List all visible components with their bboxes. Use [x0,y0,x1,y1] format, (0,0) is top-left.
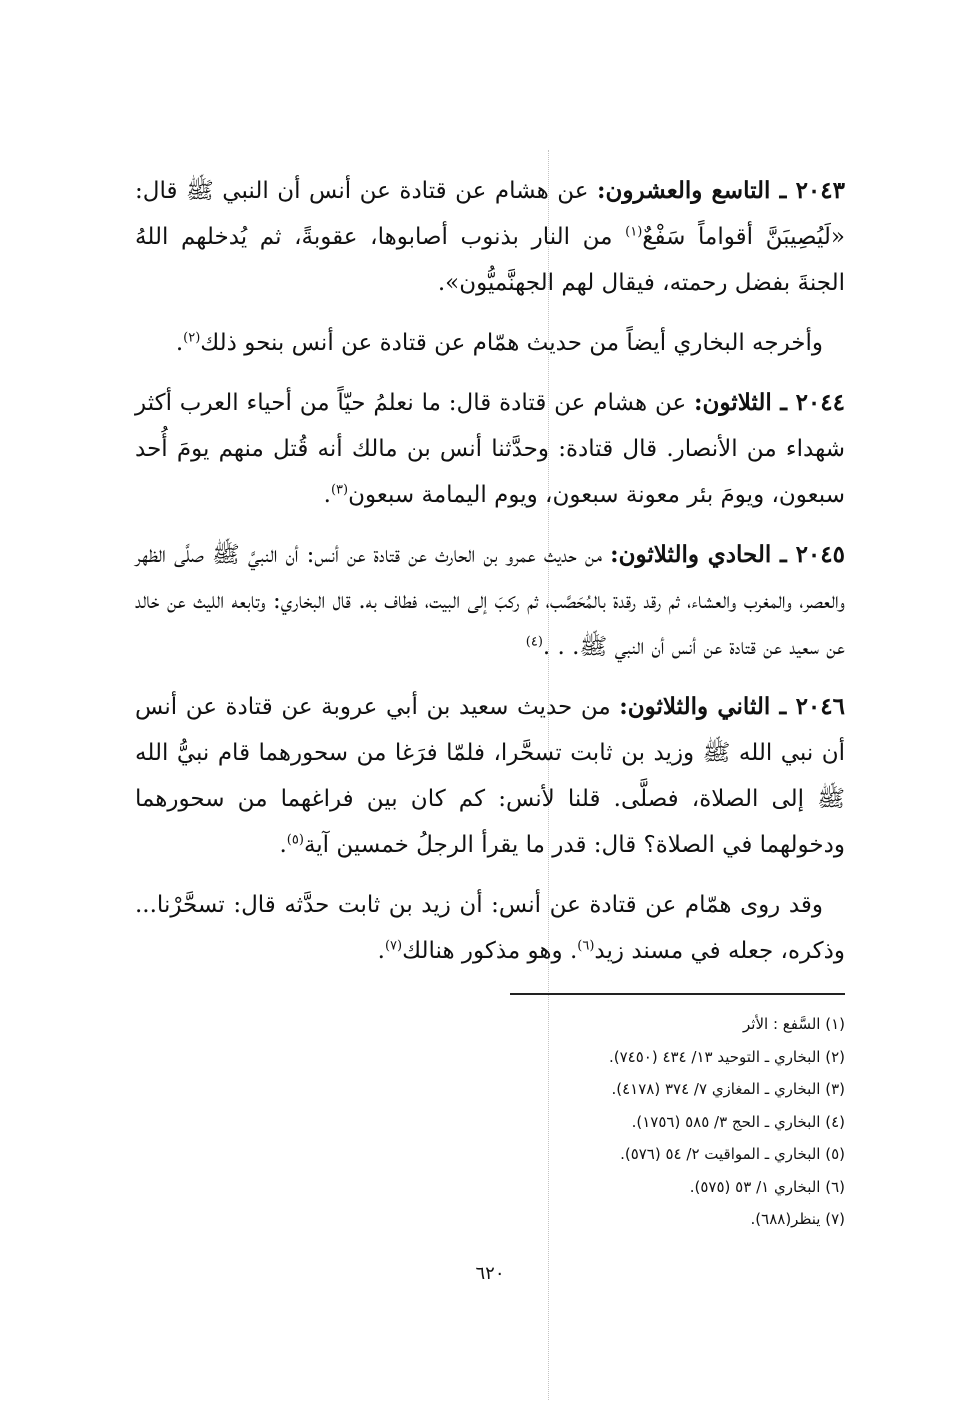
hadith-2043 [135,168,845,306]
footnote-7: (٧) ينظر(٦٨٨). [750,1210,845,1228]
note-text-cont: . وهو مذكور هنالك [402,938,578,964]
note-text-end: . [377,938,385,964]
footnote-ref: (٦) [577,938,595,954]
note-text: وأخرجه البخاري أيضاً من حديث همّام عن قتادة عن أنس بنحو ذلك [200,330,823,356]
hadith-sep: ـ [771,389,796,416]
hadith-heading: الثاني والثلاثون: [619,693,771,720]
hadith-sep: ـ [771,541,796,568]
footnote-2: (٢) البخاري ـ التوحيد ١٣/ ٤٣٤ (٧٤٥٠). [608,1047,845,1066]
hadith-2045 [135,532,845,670]
footnote-6: (٦) البخاري ١/ ٥٣ (٥٧٥). [689,1177,845,1196]
hadith-number: ٢٠٤٦ [795,693,845,720]
note-paragraph-1 [135,320,845,366]
hadith-text: من حديث عمرو بن الحارث عن قتادة عن أنس: أن النبيَّ ﷺ صلَّى الظهر والعصر، والمغرب والعشاء، ثم رقد رقدة بالمُحَصَّب، ثم ركبَ إلى البيت، فطاف به. قال البخاري: وتابعه الليث عن خالد عن سعيد عن قتادة عن أنس أن النبي ﷺ. . . [135,542,845,660]
note-text-end: . [175,330,184,356]
hadith-heading: الثلاثون: [694,389,772,416]
hadith-number: ٢٠٤٤ [795,389,845,416]
footnote-separator [510,993,845,995]
main-text [135,168,845,988]
hadith-heading: التاسع والعشرون: [597,177,771,204]
footnote-ref: (٣) [330,482,349,498]
footnote-ref: (٧) [384,938,403,954]
footnote-ref: (١) [625,224,643,240]
hadith-2046 [135,684,845,868]
hadith-sep: ـ [770,693,796,720]
page-number: ٦٢٠ [475,1263,505,1284]
footnotes [425,1008,845,1236]
hadith-number: ٢٠٤٣ [795,177,845,204]
footnote-ref: (٢) [183,330,201,346]
footnote-3: (٣) البخاري ـ المغازي ٧/ ٣٧٤ (٤١٧٨). [611,1080,845,1098]
hadith-text: من حديث سعيد بن أبي عروبة عن قتادة عن أنس أن نبي الله ﷺ وزيد بن ثابت تسحَّرا، فلمّا فرَغا من سحورهما قام نبيُّ الله ﷺ إلى الصلاة، فصلَّى. قلنا لأنس: كم كان بين فراغهما من سحورهما ودخولهما في الصلاة؟ قال: قدر ما يقرأ الرجلُ خمسين آية [135,694,845,858]
hadith-text: عن هشام عن قتادة عن أنس أن النبي ﷺ قال: «لَيُصِيبَنَّ أقواماً سَفْعٌ [135,178,845,250]
hadith-heading: الحادي والثلاثون: [610,541,772,568]
hadith-sep: ـ [770,177,796,204]
footnote-ref: (٥) [286,832,304,848]
footnote-5: (٥) البخاري ـ المواقيت ٢/ ٥٤ (٥٧٦). [620,1145,845,1163]
footnote-4: (٤) البخاري ـ الحج ٣/ ٥٨٥ (١٧٥٦). [631,1112,845,1131]
hadith-text-cont: من النار بذنوب أصابوها، عقوبةً، ثم يُدخلهم اللهُ الجنةَ بفضل رحمته، فيقال لهم الجهنَّميُّون». [135,224,845,296]
hadith-number: ٢٠٤٥ [795,541,845,568]
footnote-1: (١) السَّفع : الأثر [743,1015,845,1033]
hadith-text-end: . [323,482,331,508]
hadith-2044 [135,380,845,518]
hadith-text-end: . [279,832,287,858]
note-text: وقد روى همّام عن قتادة عن أنس: أن زيد بن ثابت حدَّثه قال: تسحَّرْنا... وذكره، جعله في مسند زيد [135,892,845,964]
hadith-text: عن هشام عن قتادة قال: ما نعلمُ حيّاً من أحياء العرب أكثر شهداء من الأنصار. قال قتادة: وحدَّثنا أنس بن مالك أنه قُتل منهم يومَ أُحد سبعون، ويومَ بئر معونة سبعون، ويوم اليمامة سبعون [135,390,845,508]
note-paragraph-2 [135,882,845,974]
footnote-ref: (٤) [525,634,543,650]
